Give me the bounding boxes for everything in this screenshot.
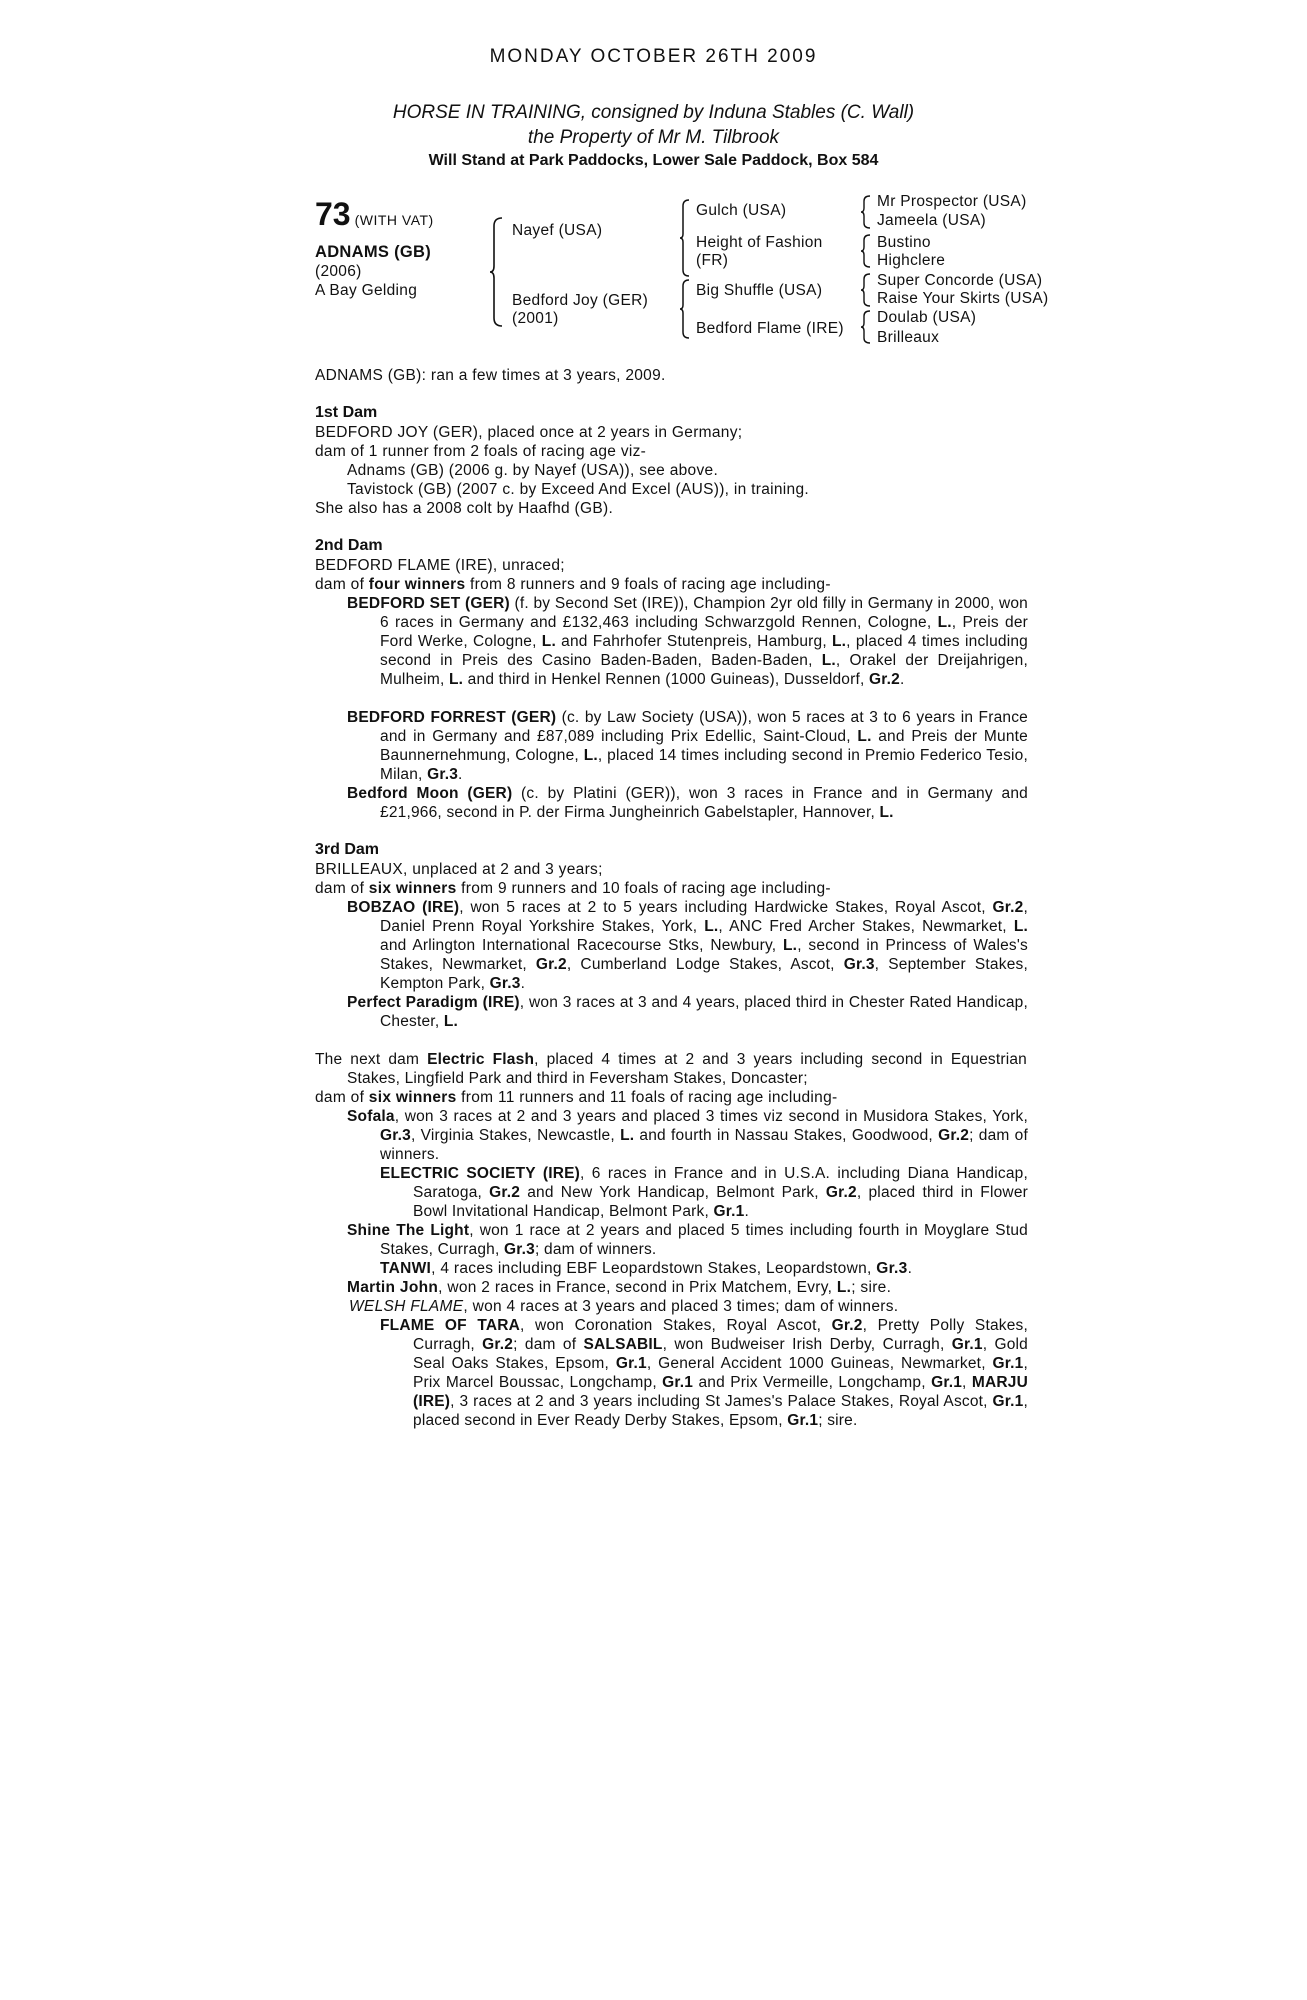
pedigree-bracket-3c: [860, 272, 872, 308]
gg-sire-2: Bustino: [877, 234, 931, 251]
text-run: ; dam of winners.: [380, 1127, 1028, 1163]
sire-sire: Gulch (USA): [696, 202, 787, 219]
produce-entry: [347, 993, 1028, 1031]
stand-location: Will Stand at Park Paddocks, Lower Sale Paddock, Box 584: [428, 152, 879, 169]
text-run: , won Budweiser Irish Derby, Curragh,: [662, 1336, 952, 1353]
horse-name: Bedford Moon (GER): [347, 785, 513, 802]
horse-name: TANWI: [380, 1260, 432, 1277]
text-run: , won Coronation Stakes, Royal Ascot,: [520, 1317, 832, 1334]
dam-dam: Bedford Flame (IRE): [696, 320, 844, 337]
text-run: The next dam: [315, 1051, 428, 1068]
dam-sire: Big Shuffle (USA): [696, 282, 823, 299]
text-run: , Virginia Stakes, Newcastle,: [410, 1127, 621, 1144]
pedigree-bracket-2b: [679, 278, 691, 340]
text-run: ; sire.: [818, 1412, 858, 1429]
text-run: and Prix Vermeille, Longchamp,: [693, 1374, 932, 1391]
grade: Gr.3: [504, 1241, 535, 1258]
grade: Gr.2: [869, 671, 900, 688]
text-run: , 6 races in France and in U.S.A. including Diana Handicap, Saratoga,: [413, 1165, 1028, 1201]
horse-name: SALSABIL: [583, 1336, 663, 1353]
text-run: , placed 4 times including second in Preis des Casino Baden-Baden, Baden-Baden,: [380, 633, 1029, 669]
horse-name: FLAME OF TARA: [380, 1317, 521, 1334]
text-run: , Prix Marcel Boussac, Longchamp,: [413, 1355, 1028, 1391]
grade: L.: [1013, 918, 1028, 935]
grade: Gr.3: [380, 1127, 411, 1144]
pedigree-bracket-3d: [860, 309, 872, 345]
horse-name: WELSH FLAME: [349, 1298, 464, 1315]
dam-name: Bedford Joy (GER): [512, 292, 649, 309]
text-run: from 8 runners and 9 foals of racing age including-: [465, 576, 831, 593]
grade: Gr.2: [831, 1317, 863, 1334]
text-run: dam of: [315, 576, 369, 593]
grade: L.: [583, 747, 598, 764]
text-run: , General Accident 1000 Guineas, Newmarket,: [646, 1355, 993, 1372]
grade: L.: [821, 652, 836, 669]
produce-entry: [347, 784, 1028, 822]
text-run: , Cumberland Lodge Stakes, Ascot,: [566, 956, 844, 973]
text-run: and third in Henkel Rennen (1000 Guineas), Dusseldorf,: [463, 671, 869, 688]
grade: L.: [620, 1127, 635, 1144]
produce-entry: [347, 1221, 1028, 1259]
pedigree-bracket-1: [490, 216, 504, 328]
text-run: and Preis der Munte Baunnernehmung, Cologne,: [380, 728, 1028, 764]
grade: Gr.2: [482, 1336, 514, 1353]
first-dam-line: dam of 1 runner from 2 foals of racing age viz-: [315, 443, 647, 460]
grade: Gr.1: [662, 1374, 694, 1391]
text-run: , won 3 races at 2 and 3 years and placed 3 times viz second in Musidora Stakes, York,: [394, 1108, 1028, 1125]
text-run: .: [744, 1203, 749, 1220]
horse-name: Sofala: [347, 1108, 395, 1125]
text-run: , won 4 races at 3 years and placed 3 times; dam of winners.: [463, 1298, 899, 1315]
text-run: from 11 runners and 11 foals of racing age including-: [456, 1089, 838, 1106]
grade: Gr.2: [489, 1184, 521, 1201]
text-run: ; dam of: [513, 1336, 584, 1353]
sire-dam-country: (FR): [696, 252, 729, 269]
text-run: , Daniel Prenn Royal Yorkshire Stakes, York,: [380, 899, 1028, 935]
text-run: , Preis der Ford Werke, Cologne,: [380, 614, 1028, 650]
text-run: dam of: [315, 880, 369, 897]
third-dam-heading: 3rd Dam: [315, 841, 380, 858]
sire-dam: Height of Fashion: [696, 234, 823, 251]
text-run: , placed second in Ever Ready Derby Stakes, Epsom,: [413, 1393, 1028, 1429]
vat-label: (WITH VAT): [354, 212, 434, 228]
text-run: , won 5 races at 2 to 5 years including Hardwicke Stakes, Royal Ascot,: [459, 899, 993, 916]
property-line: the Property of Mr M. Tilbrook: [527, 127, 780, 148]
text-run: , 3 races at 2 and 3 years including St James's Palace Stakes, Royal Ascot,: [450, 1393, 993, 1410]
grade: Gr.3: [427, 766, 459, 783]
consignor-line: HORSE IN TRAINING, consigned by Induna Stables (C. Wall): [392, 102, 915, 123]
horse-name: BEDFORD FORREST (GER): [347, 709, 557, 726]
grade: L.: [879, 804, 894, 821]
pedigree-bracket-3b: [860, 233, 872, 269]
first-dam-line: Adnams (GB) (2006 g. by Nayef (USA)), see above.: [347, 462, 719, 479]
grade: Gr.1: [931, 1374, 963, 1391]
text-run: (c. by Platini (GER)), won 3 races in France and in Germany and £21,966, second in P. der Firma Jungheinrich Gabelstapler, Hannover,: [380, 785, 1028, 821]
text-run: , placed third in Flower Bowl Invitational Handicap, Belmont Park,: [413, 1184, 1028, 1220]
pedigree-bracket-2a: [679, 198, 691, 278]
horse-year: (2006): [315, 263, 362, 280]
text-run: .: [458, 766, 463, 783]
grade: Gr.3: [489, 975, 521, 992]
second-dam-produce-line: [315, 575, 831, 594]
text-run: from 9 runners and 10 foals of racing age including-: [456, 880, 831, 897]
horse-name: Perfect Paradigm (IRE): [347, 994, 520, 1011]
grade: L.: [704, 918, 719, 935]
gg-sire-3: Super Concorde (USA): [877, 272, 1043, 289]
produce-entry: [347, 1107, 1028, 1164]
grade: L.: [541, 633, 556, 650]
text-run: , won 2 races in France, second in Prix Matchem, Evry,: [438, 1279, 837, 1296]
winners-count: six winners: [368, 1089, 457, 1106]
text-run: .: [907, 1260, 913, 1277]
grade: Gr.1: [615, 1355, 647, 1372]
sire-name: Nayef (USA): [512, 222, 603, 239]
grade: Gr.1: [992, 1355, 1024, 1372]
grade: Gr.1: [713, 1203, 745, 1220]
lot-number: 73: [315, 196, 351, 232]
text-run: ,: [962, 1374, 972, 1391]
text-run: , ANC Fred Archer Stakes, Newmarket,: [718, 918, 1014, 935]
produce-entry: [380, 1316, 1028, 1430]
text-run: ; dam of winners.: [534, 1241, 657, 1258]
next-dam-paragraph: [315, 1050, 1027, 1088]
text-run: , 4 races including EBF Leopardstown Stakes, Leopardstown,: [431, 1260, 877, 1277]
next-dam-produce-line: [315, 1088, 837, 1107]
second-dam-line: BEDFORD FLAME (IRE), unraced;: [315, 557, 565, 574]
first-dam-heading: 1st Dam: [315, 404, 378, 421]
grade: L.: [448, 671, 464, 688]
grade: Gr.1: [951, 1336, 983, 1353]
text-run: , September Stakes, Kempton Park,: [380, 956, 1028, 992]
text-run: (f. by Second Set (IRE)), Champion 2yr old filly in Germany in 2000, won 6 races in Germany and £132,463 including Schwarzgold Rennen, Cologne,: [380, 595, 1028, 631]
grade: Gr.3: [876, 1260, 908, 1277]
sale-date: MONDAY OCTOBER 26TH 2009: [489, 46, 818, 67]
horse-description: A Bay Gelding: [315, 282, 418, 299]
winners-count: four winners: [368, 576, 466, 593]
grade: L.: [443, 1013, 459, 1030]
grade: L.: [937, 614, 952, 631]
gg-sire-4: Doulab (USA): [877, 309, 977, 326]
horse-name: Shine The Light: [347, 1222, 470, 1239]
horse-name: ADNAMS (GB): [315, 243, 432, 261]
produce-entry: [380, 1164, 1028, 1221]
winners-count: six winners: [368, 880, 457, 897]
produce-entry: [347, 708, 1028, 784]
text-run: , Orakel der Dreijahrigen, Mulheim,: [380, 652, 1028, 688]
text-run: and Fahrhofer Stutenpreis, Hamburg,: [555, 633, 832, 650]
produce-entry: [347, 1278, 891, 1297]
lot-number-block: [315, 196, 434, 233]
text-run: , won 3 races at 3 and 4 years, placed third in Chester Rated Handicap, Chester,: [380, 994, 1028, 1030]
grade: L.: [783, 937, 798, 954]
grade: Gr.1: [992, 1393, 1024, 1410]
grade: Gr.2: [825, 1184, 857, 1201]
horse-name: ELECTRIC SOCIETY (IRE): [380, 1165, 580, 1182]
race-summary: ADNAMS (GB): ran a few times at 3 years, 2009.: [315, 367, 666, 384]
grade: L.: [836, 1279, 852, 1296]
second-dam-heading: 2nd Dam: [315, 537, 383, 554]
grade: Gr.3: [843, 956, 875, 973]
first-dam-line: She also has a 2008 colt by Haafhd (GB).: [315, 500, 614, 517]
gg-dam-4: Brilleaux: [877, 329, 940, 346]
third-dam-line: BRILLEAUX, unplaced at 2 and 3 years;: [315, 861, 603, 878]
first-dam-line: BEDFORD JOY (GER), placed once at 2 years in Germany;: [315, 424, 743, 441]
grade: Gr.2: [535, 956, 567, 973]
text-run: and Arlington International Racecourse Stks, Newbury,: [380, 937, 783, 954]
produce-entry: [347, 898, 1028, 993]
text-run: , placed 14 times including second in Premio Federico Tesio, Milan,: [380, 747, 1028, 783]
text-run: .: [520, 975, 526, 992]
first-dam-line: Tavistock (GB) (2007 c. by Exceed And Excel (AUS)), in training.: [347, 481, 809, 498]
text-run: , placed 4 times at 2 and 3 years including second in Equestrian Stakes, Lingfield Park and third in Feversham Stakes, Doncaster;: [347, 1051, 1027, 1087]
horse-name: Martin John: [347, 1279, 439, 1296]
grade: Gr.2: [992, 899, 1024, 916]
text-run: , second in Princess of Wales's Stakes, Newmarket,: [380, 937, 1028, 973]
horse-name: Electric Flash: [427, 1051, 535, 1068]
pedigree-bracket-3a: [860, 194, 872, 230]
dam-year: (2001): [512, 310, 559, 327]
horse-name: MARJU (IRE): [413, 1374, 1028, 1410]
text-run: ; sire.: [851, 1279, 892, 1296]
grade: L.: [831, 633, 847, 650]
gg-dam-3: Raise Your Skirts (USA): [877, 290, 1049, 307]
grade: Gr.1: [787, 1412, 819, 1429]
text-run: , Pretty Polly Stakes, Curragh,: [413, 1317, 1028, 1353]
produce-entry: [347, 594, 1028, 689]
horse-name: BEDFORD SET (GER): [347, 595, 510, 612]
text-run: (c. by Law Society (USA)), won 5 races at 3 to 6 years in France and in Germany and £87,089 including Prix Edellic, Saint-Cloud,: [380, 709, 1029, 745]
grade: L.: [857, 728, 872, 745]
third-dam-produce-line: [315, 879, 831, 898]
produce-entry: [349, 1297, 898, 1316]
text-run: and New York Handicap, Belmont Park,: [520, 1184, 826, 1201]
text-run: , won 1 race at 2 years and placed 5 times including fourth in Moyglare Stud Stakes, Curragh,: [380, 1222, 1028, 1258]
text-run: dam of: [315, 1089, 369, 1106]
text-run: , Gold Seal Oaks Stakes, Epsom,: [413, 1336, 1029, 1372]
text-run: and fourth in Nassau Stakes, Goodwood,: [634, 1127, 939, 1144]
gg-sire-1: Mr Prospector (USA): [877, 193, 1027, 210]
gg-dam-2: Highclere: [877, 252, 946, 269]
grade: Gr.2: [938, 1127, 970, 1144]
gg-dam-1: Jameela (USA): [877, 212, 986, 229]
text-run: .: [899, 671, 905, 688]
produce-entry: [380, 1259, 912, 1278]
horse-name: BOBZAO (IRE): [347, 899, 460, 916]
